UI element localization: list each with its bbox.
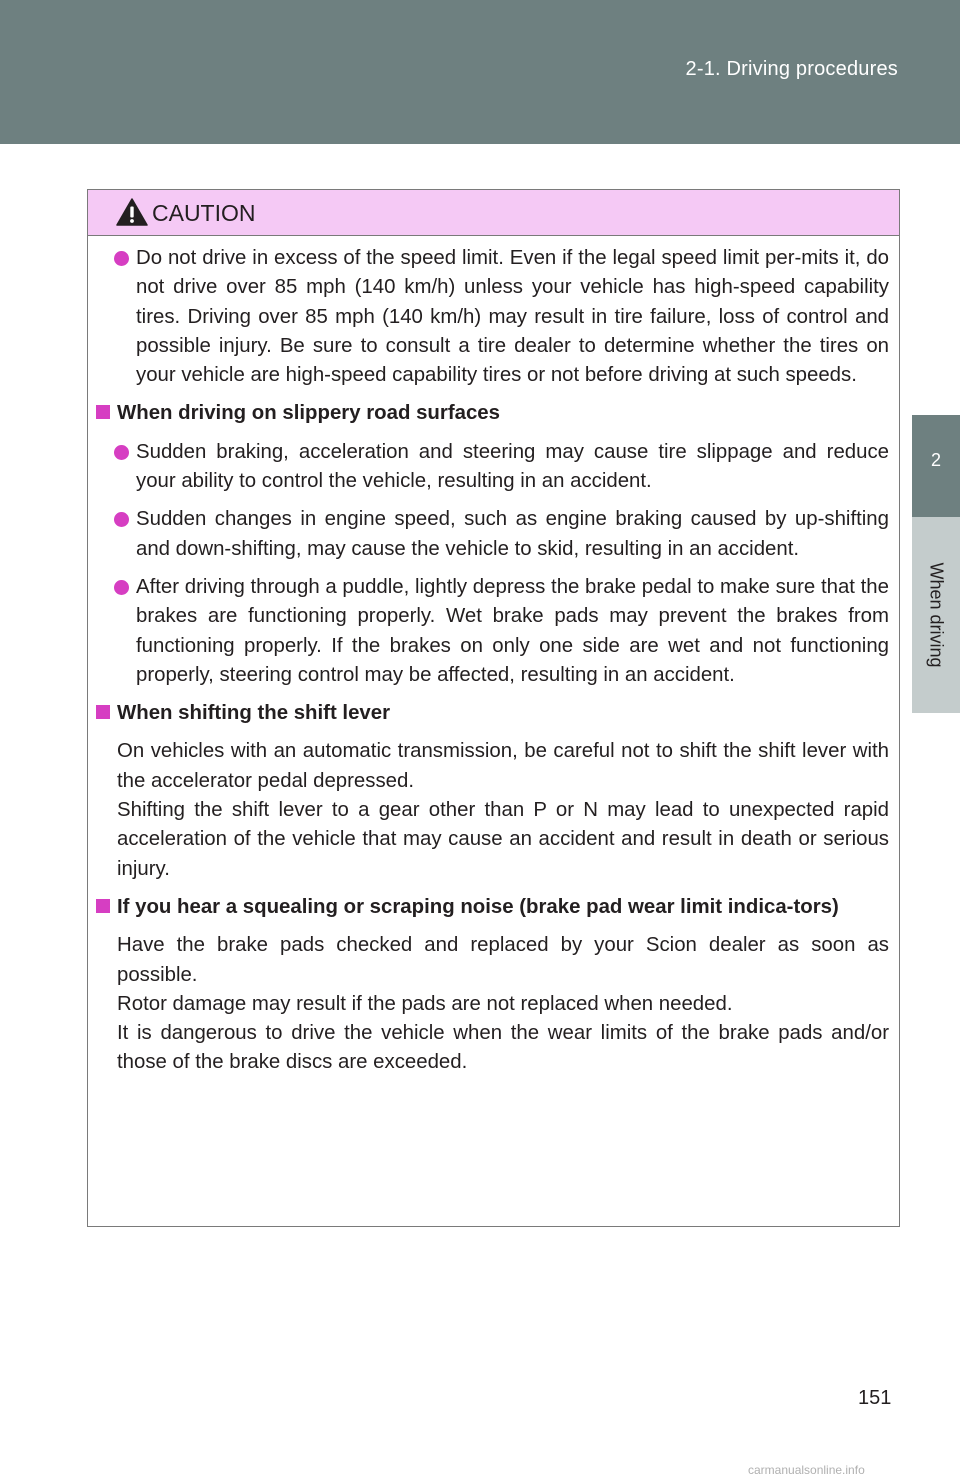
bullet-item <box>88 573 889 690</box>
body-line: Have the brake pads checked and replaced by your Scion dealer as soon as possible. <box>117 934 889 986</box>
watermark: carmanualsonline.info <box>748 1463 865 1477</box>
subheading <box>88 699 889 728</box>
body-line: On vehicles with an automatic transmission, be careful not to shift the shift lever with the accelerator pedal depressed. <box>117 740 889 792</box>
bullet-text: Sudden braking, acceleration and steering may cause tire slippage and reduce your ability to control the vehicle, resulting in an accident. <box>136 440 889 493</box>
caution-box <box>87 189 900 1227</box>
bullet-dot-icon <box>114 251 129 266</box>
side-tab-label: When driving <box>926 562 947 668</box>
subheading <box>88 893 889 922</box>
side-tab <box>912 144 960 1484</box>
subheading-text: When driving on slippery road surfaces <box>117 402 500 425</box>
page-number: 151 <box>858 1387 892 1409</box>
bullet-item <box>88 244 889 390</box>
section-title: 2-1. Driving procedures <box>685 58 898 80</box>
square-bullet-icon <box>96 705 110 719</box>
subheading-text: If you hear a squealing or scraping noise (brake pad wear limit indica-tors) <box>117 895 839 918</box>
bullet-dot-icon <box>114 580 129 595</box>
bullet-text: After driving through a puddle, lightly depress the brake pedal to make sure that the brakes are functioning properly. Wet brake pads may prevent the brakes from functioning properly. If the brakes on only one side are wet and not functioning properly, steering control may be affected, resulting in an accident. <box>136 575 889 686</box>
square-bullet-icon <box>96 899 110 913</box>
bullet-dot-icon <box>114 512 129 527</box>
subheading <box>88 399 889 428</box>
body-line: It is dangerous to drive the vehicle when the wear limits of the brake pads and/or those of the brake discs are exceeded. <box>117 1022 889 1074</box>
bullet-dot-icon <box>114 445 129 460</box>
body-line: Shifting the shift lever to a gear other than P or N may lead to unexpected rapid acceleration of the vehicle that may cause an accident and result in death or serious injury. <box>117 799 889 880</box>
side-tab-number: 2 <box>930 450 941 470</box>
bullet-item <box>88 438 889 497</box>
warning-triangle-icon <box>116 198 148 226</box>
caution-content <box>88 244 901 1087</box>
caution-header <box>88 190 899 236</box>
bullet-text: Do not drive in excess of the speed limit. Even if the legal speed limit per-mits it, do not drive over 85 mph (140 km/h) unless your vehicle has high-speed capability tires. Driving over 85 mph (140 km/h) may result in tire failure, loss of control and possible injury. Be sure to consult a tire dealer to determine whether the tires on your vehicle are high-speed capability tires or not before driving at such speeds. <box>136 247 889 387</box>
bullet-text: Sudden changes in engine speed, such as engine braking caused by up-shifting and down-shifting, may cause the vehicle to skid, resulting in an accident. <box>136 508 889 560</box>
square-bullet-icon <box>96 405 110 419</box>
header-bar <box>0 0 960 144</box>
caution-title: CAUTION <box>152 200 256 226</box>
subheading-text: When shifting the shift lever <box>117 702 391 725</box>
body-line: Rotor damage may result if the pads are not replaced when needed. <box>117 992 733 1015</box>
body-paragraph <box>88 931 889 1077</box>
body-paragraph <box>88 737 889 883</box>
bullet-item <box>88 505 889 564</box>
